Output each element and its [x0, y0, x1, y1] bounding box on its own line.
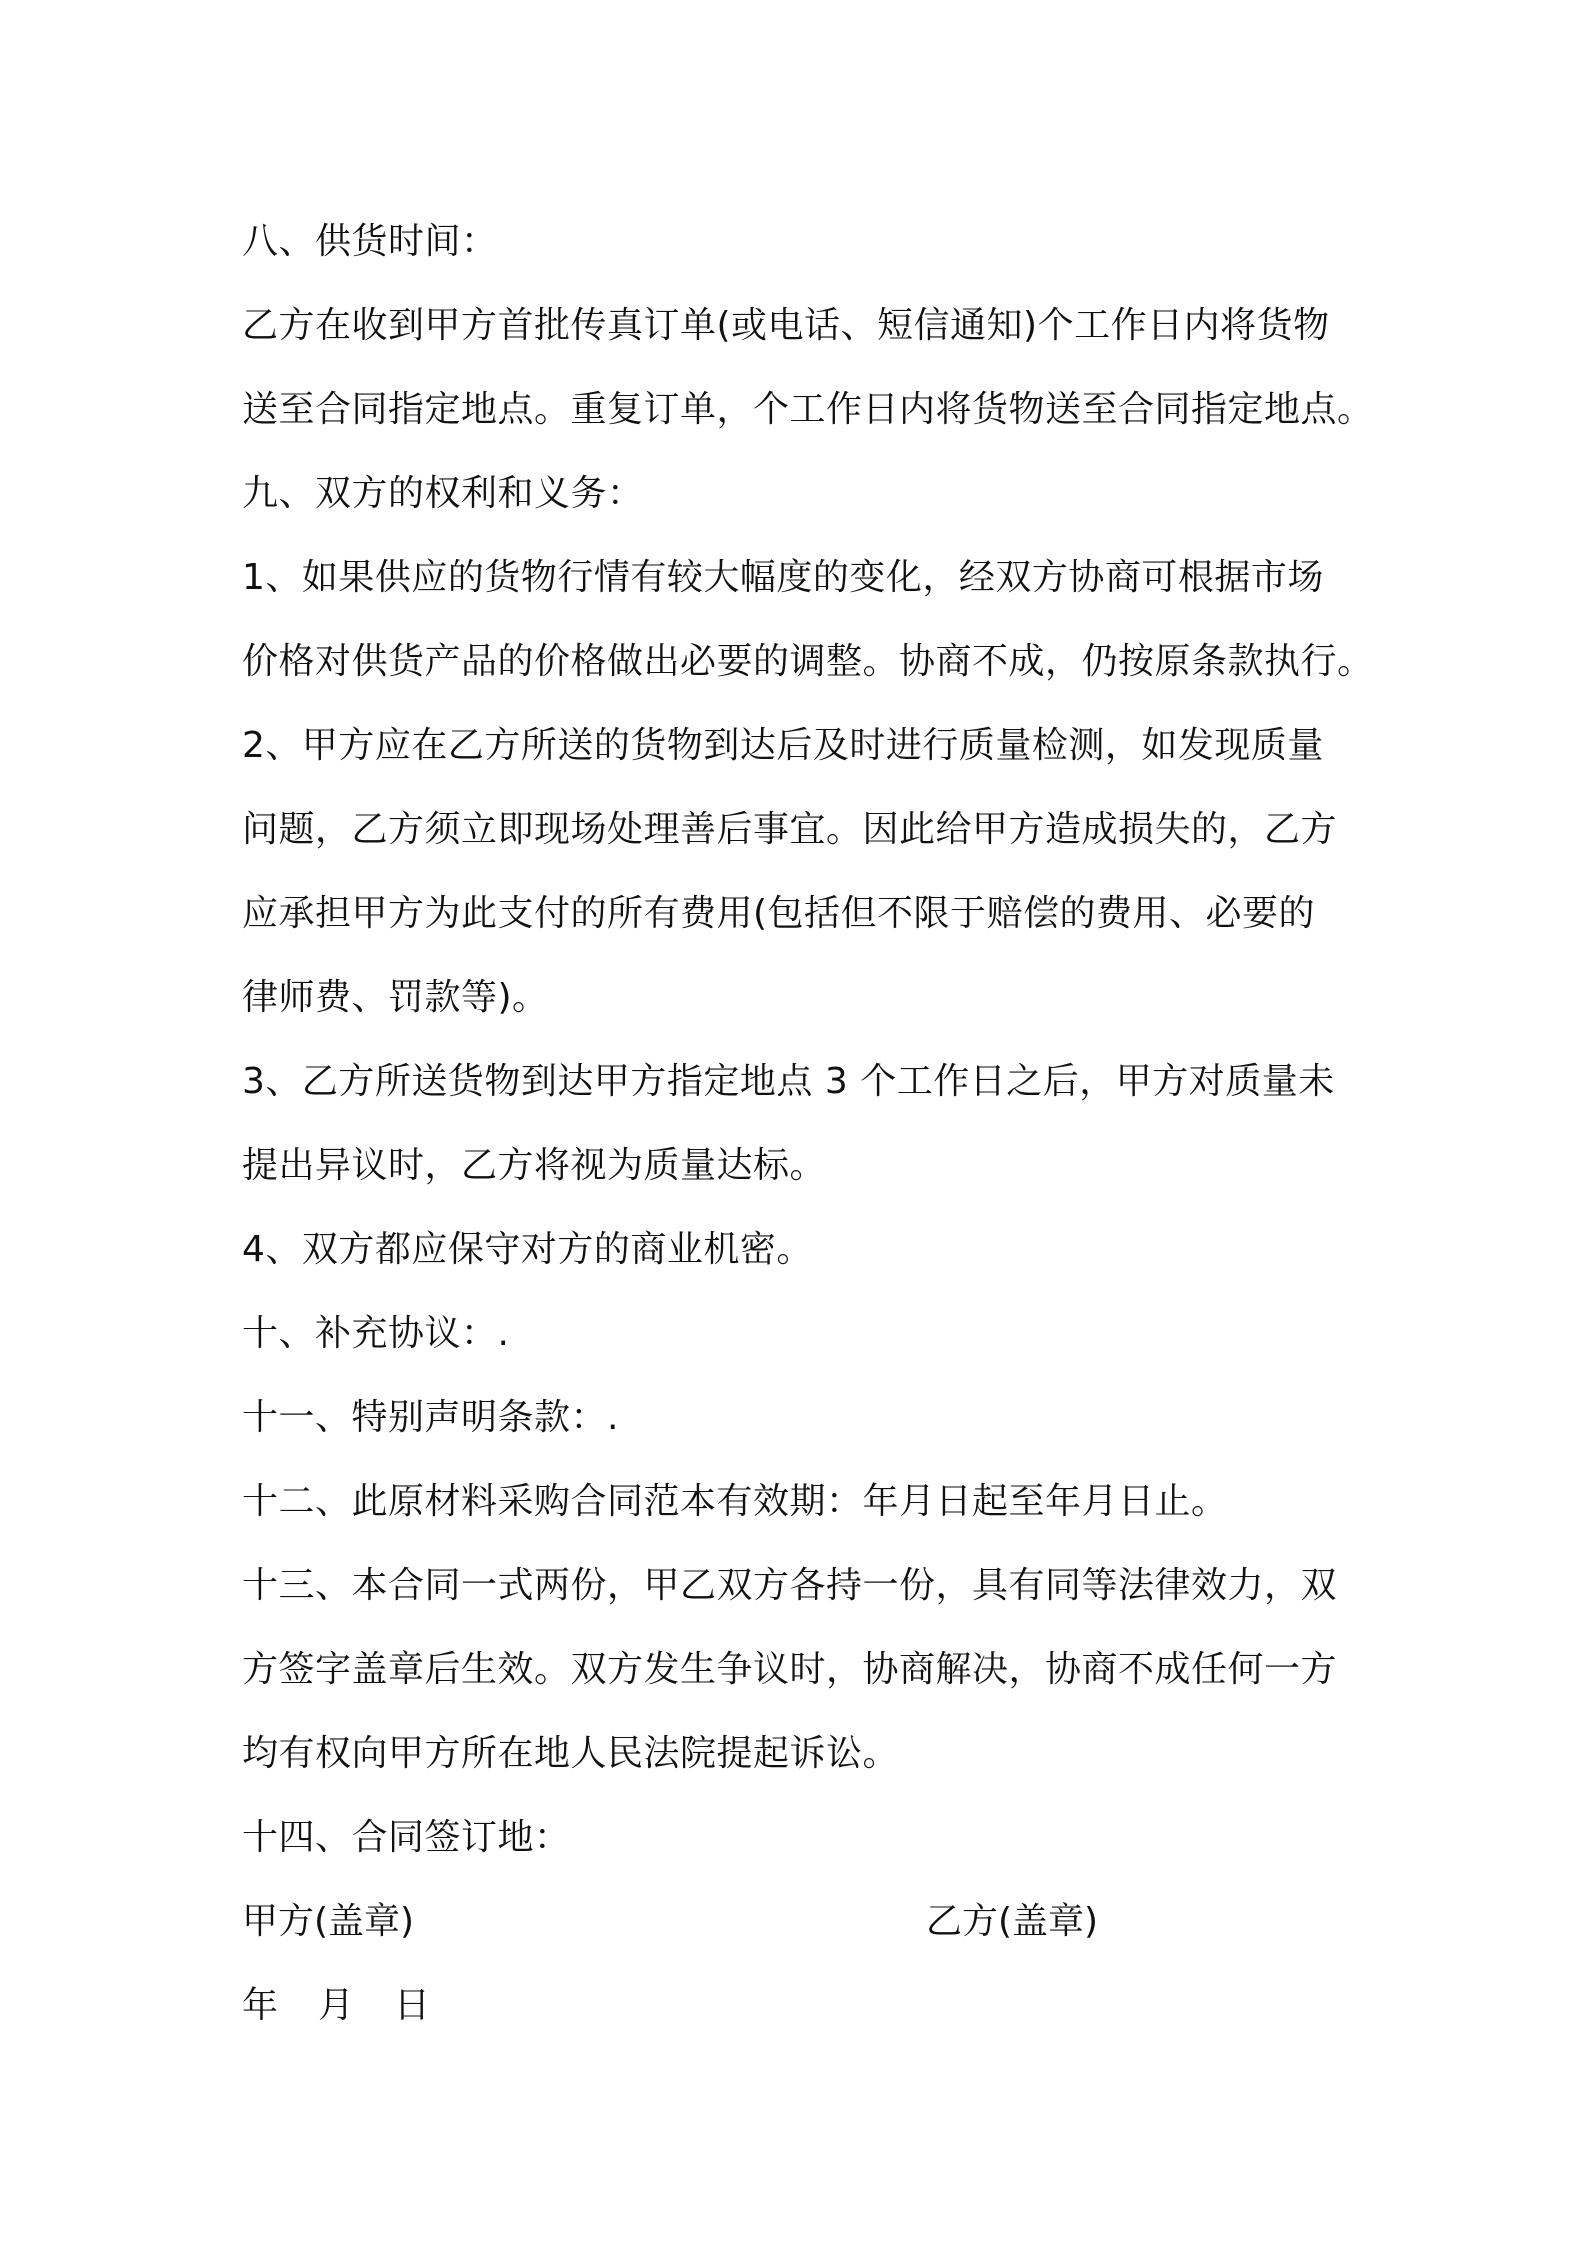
paragraph-line: 价格对供货产品的价格做出必要的调整。协商不成，仍按原条款执行。 [242, 641, 1374, 682]
section-heading-supply-time: 八、供货时间： [242, 221, 498, 262]
section-heading-special-terms: 十一、特别声明条款：. [242, 1397, 619, 1438]
paragraph-line: 问题，乙方须立即现场处理善后事宜。因此给甲方造成损失的，乙方 [242, 809, 1338, 850]
paragraph-line: 十三、本合同一式两份，甲乙双方各持一份，具有同等法律效力，双 [242, 1565, 1338, 1606]
section-heading-validity: 十二、此原材料采购合同范本有效期：年月日起至年月日止。 [242, 1481, 1228, 1522]
signing-date-row [242, 1964, 1362, 2048]
party-a-seal-label: 甲方(盖章) [242, 1901, 415, 1942]
paragraph-line: 应承担甲方为此支付的所有费用(包括但不限于赔偿的费用、必要的 [242, 893, 1316, 934]
paragraph-line: 律师费、罚款等)。 [242, 977, 549, 1018]
paragraph-line: 方签字盖章后生效。双方发生争议时，协商解决，协商不成任何一方 [242, 1649, 1338, 1690]
paragraph-line: 提出异议时，乙方将视为质量达标。 [242, 1145, 827, 1186]
date-month-label: 月 [318, 1985, 355, 2026]
date-year-label: 年 [242, 1985, 279, 2026]
date-day-label: 日 [394, 1985, 431, 2026]
paragraph-line: 均有权向甲方所在地人民法院提起诉讼。 [242, 1733, 900, 1774]
section-heading-rights-obligations: 九、双方的权利和义务： [242, 473, 644, 514]
section-heading-signing-place: 十四、合同签订地： [242, 1817, 571, 1858]
party-b-seal-label: 乙方(盖章) [926, 1901, 1099, 1942]
document-body [242, 200, 1374, 2048]
paragraph-line: 2、甲方应在乙方所送的货物到达后及时进行质量检测，如发现质量 [242, 725, 1324, 766]
signature-row [242, 1880, 1362, 1964]
paragraph-line: 4、双方都应保守对方的商业机密。 [242, 1229, 813, 1270]
paragraph-line: 1、如果供应的货物行情有较大幅度的变化，经双方协商可根据市场 [242, 557, 1324, 598]
paragraph-line: 乙方在收到甲方首批传真订单(或电话、短信通知)个工作日内将货物 [242, 305, 1330, 346]
paragraph-line: 3、乙方所送货物到达甲方指定地点 3 个工作日之后，甲方对质量未 [242, 1061, 1335, 1102]
section-heading-supplementary: 十、补充协议：. [242, 1313, 510, 1354]
paragraph-line: 送至合同指定地点。重复订单，个工作日内将货物送至合同指定地点。 [242, 389, 1374, 430]
